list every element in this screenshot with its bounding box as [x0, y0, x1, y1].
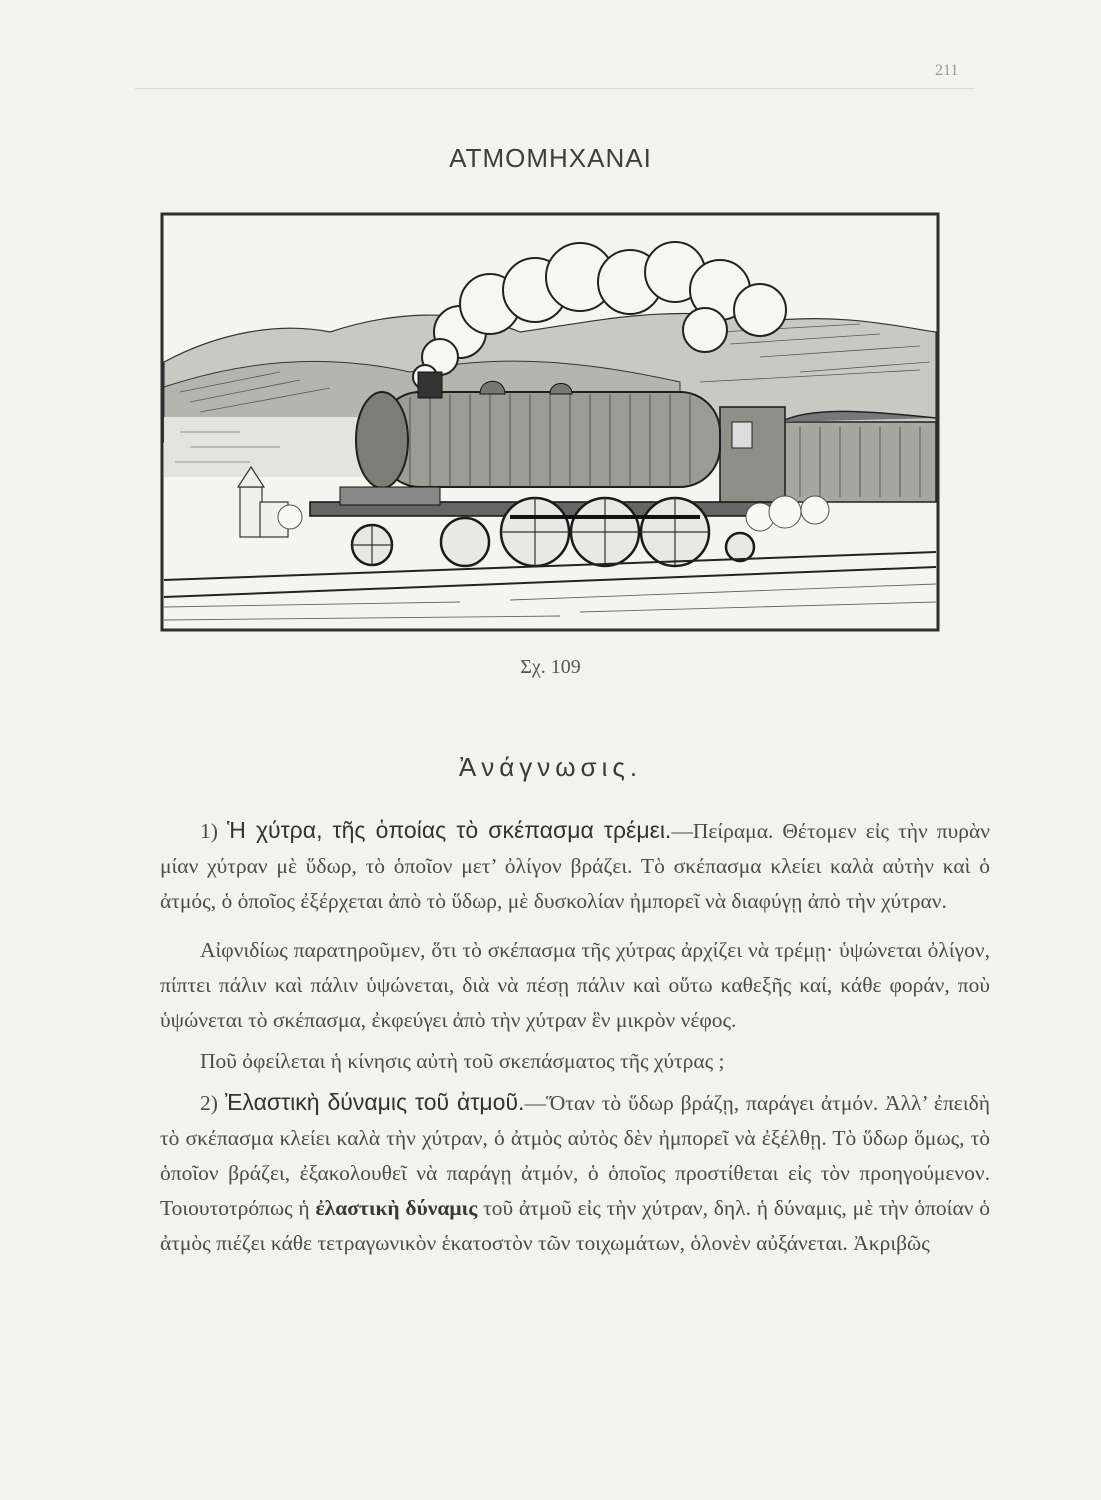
smokestack	[418, 372, 442, 398]
paragraph-number: 1)	[200, 819, 218, 843]
paragraph-2: Αἰφνιδίως παρατηροῦμεν, ὅτι τὸ σκέπασμα τῆς χύτρας ἀρχίζει νὰ τρέμῃ· ὑψώνεται ὀλίγον, πίπτει πάλιν καὶ πάλιν ὑψώνεται, διὰ νὰ πέσῃ πάλιν καὶ οὕτω καθεξῆς καί, κάθε φοράν, ποὺ ὑψώνεται τὸ σκέπασμα, ἐκφεύγει ἀπὸ τὴν χύτραν ἓν μικρὸν νέφος.	[160, 938, 990, 1032]
paragraph-text-b: τοῦ ἀτμοῦ εἰς τὴν χύτραν, δηλ. ἡ δύναμις, μὲ τὴν ὁποίαν ὁ ἀτμὸς πιέζει κάθε τετραγωνικὸν ἑκατοστὸν τῶν τοιχωμάτων, ὁλονὲν αὐξάνεται. Ἀκριβῶς	[160, 1196, 991, 1255]
running-title: ΑΤΜΟΜΗΧΑΝΑΙ	[449, 143, 652, 173]
locomotive-boiler	[356, 392, 720, 488]
cab-window	[732, 422, 752, 448]
steam-locomotive-illustration	[160, 212, 940, 632]
paragraph-4	[160, 1085, 990, 1261]
paragraph-text-a: —Ὅταν τὸ ὕδωρ βράζῃ, παράγει ἀτμόν. Ἀλλ’ ἐπειδὴ τὸ σκέπασμα κλείει καλὰ τὴν χύτραν, ὁ ἀτμὸς αὐτὸς δὲν ἠμπορεῖ νὰ ἐξέλθῃ. Τὸ ὕδωρ ὅμως, τὸ ὁποῖον βράζει, ἐξακολουθεῖ νὰ παράγῃ ἀτμόν, ὁ ὁποῖος προστίθεται εἰς τὸν προηγούμενον. Τοιουτοτρόπως ἡ	[160, 1091, 990, 1220]
section-heading: Ἀνάγνωσις.	[458, 752, 643, 782]
page-number: 211	[935, 62, 959, 79]
paragraph-title: Ἐλαστικὴ δύναμις τοῦ ἀτμοῦ.	[224, 1089, 525, 1115]
figure-caption: Σχ. 109	[520, 656, 581, 678]
front-buffer-beam	[340, 487, 440, 505]
body-text	[160, 813, 990, 1275]
paragraph-text: —Πείραμα. Θέτομεν εἰς τὴν πυρὰν μίαν χύτραν μὲ ὕδωρ, τὸ ὁποῖον μετ’ ὀλίγον βράζει. Τὸ σκέπασμα κλείει καλὰ αὐτὴν καὶ ὁ ἀτμός, ὁ ὁποῖος ἐξέρχεται ἀπὸ τὸ ὕδωρ, μὲ δυσκολίαν ἠμπορεῖ νὰ διαφύγῃ ἀπὸ τὴν χύτραν.	[160, 819, 990, 913]
steam-locomotive-figure	[160, 212, 940, 632]
emphasis-phrase: ἐλαστικὴ δύναμις	[315, 1196, 478, 1220]
train-cars	[780, 411, 936, 502]
header-rule	[135, 88, 975, 89]
paragraph-number: 2)	[200, 1091, 218, 1115]
paragraph-1	[160, 813, 990, 919]
paragraph-title: Ἡ χύτρα, τῆς ὁποίας τὸ σκέπασμα τρέμει.	[227, 817, 672, 843]
paragraph-3: Ποῦ ὀφείλεται ἡ κίνησις αὐτὴ τοῦ σκεπάσματος τῆς χύτρας ;	[200, 1049, 725, 1073]
